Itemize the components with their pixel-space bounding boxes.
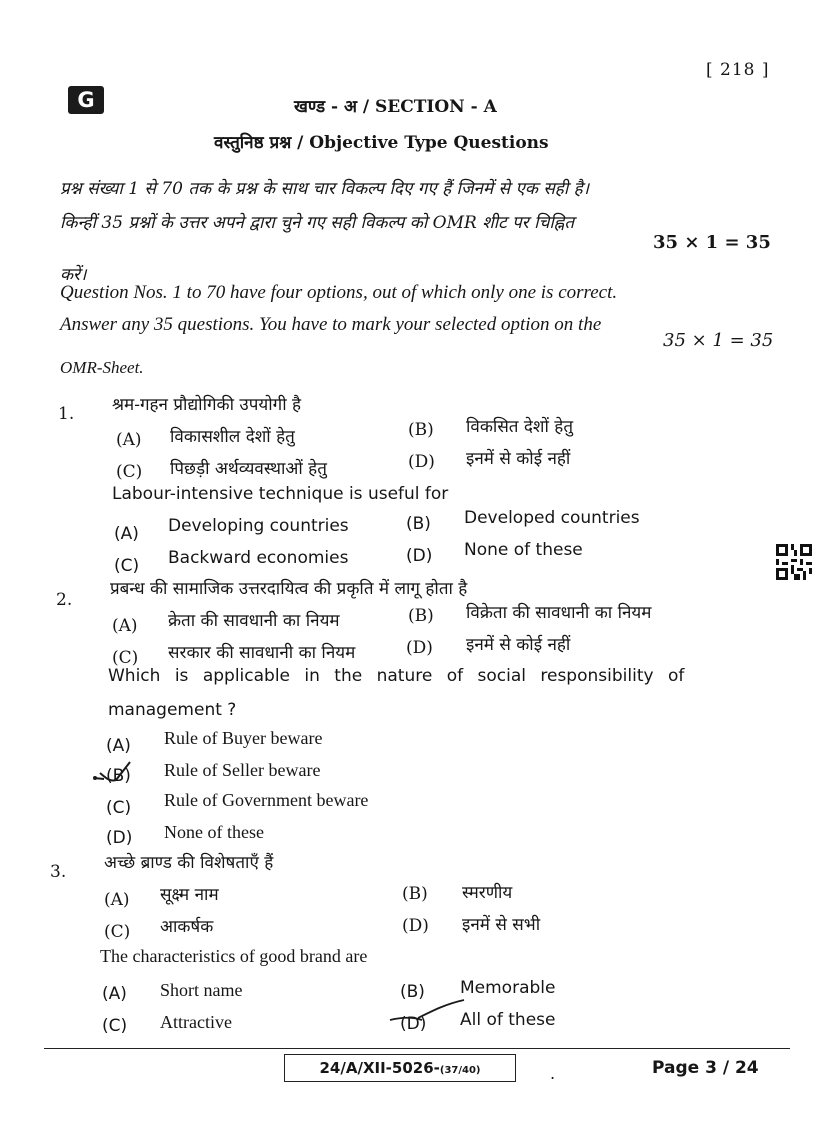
option-text-english: Rule of Buyer beware [164,728,323,748]
option-letter: (C) [102,1016,128,1036]
option-letter: (B) [406,514,431,534]
option-letter: (B) [408,606,434,626]
option-text-hindi: इनमें से कोई नहीं [466,449,571,469]
instruction-english-line3: OMR-Sheet. [60,358,144,377]
question-text-english: Labour-intensive technique is useful for [112,484,449,504]
footer-code-small: (37/40) [439,1065,481,1076]
instruction-english-line1: Question Nos. 1 to 70 have four options, out of which only one is correct. [60,282,618,303]
option-text-english: Backward economies [168,548,349,568]
option-text-hindi: क्रेता की सावधानी का नियम [168,611,340,631]
footer-divider [44,1048,790,1049]
option-text-english: Attractive [160,1012,232,1032]
option-text-hindi: इनमें से सभी [462,915,541,935]
question-number: 3. [50,862,67,882]
option-letter: (B) [400,982,425,1002]
footer-paper-code [284,1054,516,1082]
option-text-hindi: सरकार की सावधानी का नियम [168,643,356,663]
option-letter: (A) [112,616,138,636]
section-subtitle: वस्तुनिष्ठ प्रश्न / Objective Type Questions [214,133,549,153]
paper-code: [ 218 ] [706,60,770,80]
option-text-hindi: आकर्षक [160,917,214,937]
marks-english: 35 × 1 = 35 [663,330,774,351]
option-letter: (B) [402,884,428,904]
page-number: Page 3 / 24 [652,1058,759,1078]
section-title: खण्ड - अ / SECTION - A [294,97,497,117]
option-text-hindi: इनमें से कोई नहीं [466,635,571,655]
qr-code-icon [776,544,812,580]
option-text-english: Memorable [460,978,556,998]
marks-hindi: 35 × 1 = 35 [653,232,771,253]
option-letter: (D) [402,916,429,936]
question-text-hindi: प्रबन्ध की सामाजिक उत्तरदायित्व की प्रकृति में लागू होता है [110,579,468,599]
footer-code-main: 24/A/XII-5026- [319,1059,440,1077]
option-letter: (A) [116,430,142,450]
option-letter: (D) [408,452,435,472]
option-letter: (A) [104,890,130,910]
question-text-hindi: श्रम-गहन प्रौद्योगिकी उपयोगी है [112,395,302,415]
option-text-hindi: सूक्ष्म नाम [160,885,219,905]
question-number: 1. [58,404,75,424]
question-text-english-cont: management ? [108,700,237,720]
instruction-hindi-line2: किन्हीं 35 प्रश्नों के उत्तर अपने द्वारा चुने गए सही विकल्प को OMR शीट पर चिह्नित [60,213,575,233]
option-text-english: Rule of Seller beware [164,760,321,780]
option-letter: (C) [116,462,143,482]
option-letter: (A) [102,984,127,1004]
option-text-english: None of these [164,822,264,842]
option-letter: (A) [114,524,139,544]
option-letter: (D) [106,828,133,848]
instruction-english-line2: Answer any 35 questions. You have to mark your selected option on the [60,314,602,335]
option-text-english: Developing countries [168,516,349,536]
question-text-english: Which is applicable in the nature of social responsibility of [108,666,685,686]
option-text-english: Short name [160,980,243,1000]
instruction-hindi-line3: करें। [60,265,87,285]
handwritten-tick-icon [92,756,146,786]
option-text-hindi: विक्रेता की सावधानी का नियम [466,603,652,623]
option-letter: (C) [112,648,139,668]
option-letter: (D) [406,546,433,566]
option-letter: (A) [106,736,131,756]
option-text-english: All of these [460,1010,556,1030]
option-letter: (D) [406,638,433,658]
option-letter: (B) [408,420,434,440]
option-text-english: None of these [464,540,583,560]
option-text-english: Developed countries [464,508,640,528]
option-letter: (C) [104,922,131,942]
series-badge: G [68,86,104,114]
option-letter: (C) [106,798,132,818]
handwritten-tick-icon [384,994,468,1034]
option-letter: (B) [106,766,131,786]
option-text-hindi: विकसित देशों हेतु [466,417,574,437]
question-number: 2. [56,590,73,610]
option-text-hindi: पिछड़ी अर्थव्यवस्थाओं हेतु [170,459,327,479]
option-text-hindi: विकासशील देशों हेतु [170,427,295,447]
option-text-english: Rule of Government beware [164,790,369,810]
option-letter: (C) [114,556,140,576]
option-letter: (D) [400,1014,427,1034]
instruction-hindi-line1: प्रश्न संख्या 1 से 70 तक के प्रश्न के साथ चार विकल्प दिए गए हैं जिनमें से एक सही है। [60,179,590,199]
question-text-english: The characteristics of good brand are [100,946,368,966]
footer-dot: . [550,1064,556,1083]
question-text-hindi: अच्छे ब्राण्ड की विशेषताएँ हैं [104,853,274,873]
option-text-hindi: स्मरणीय [462,883,513,903]
